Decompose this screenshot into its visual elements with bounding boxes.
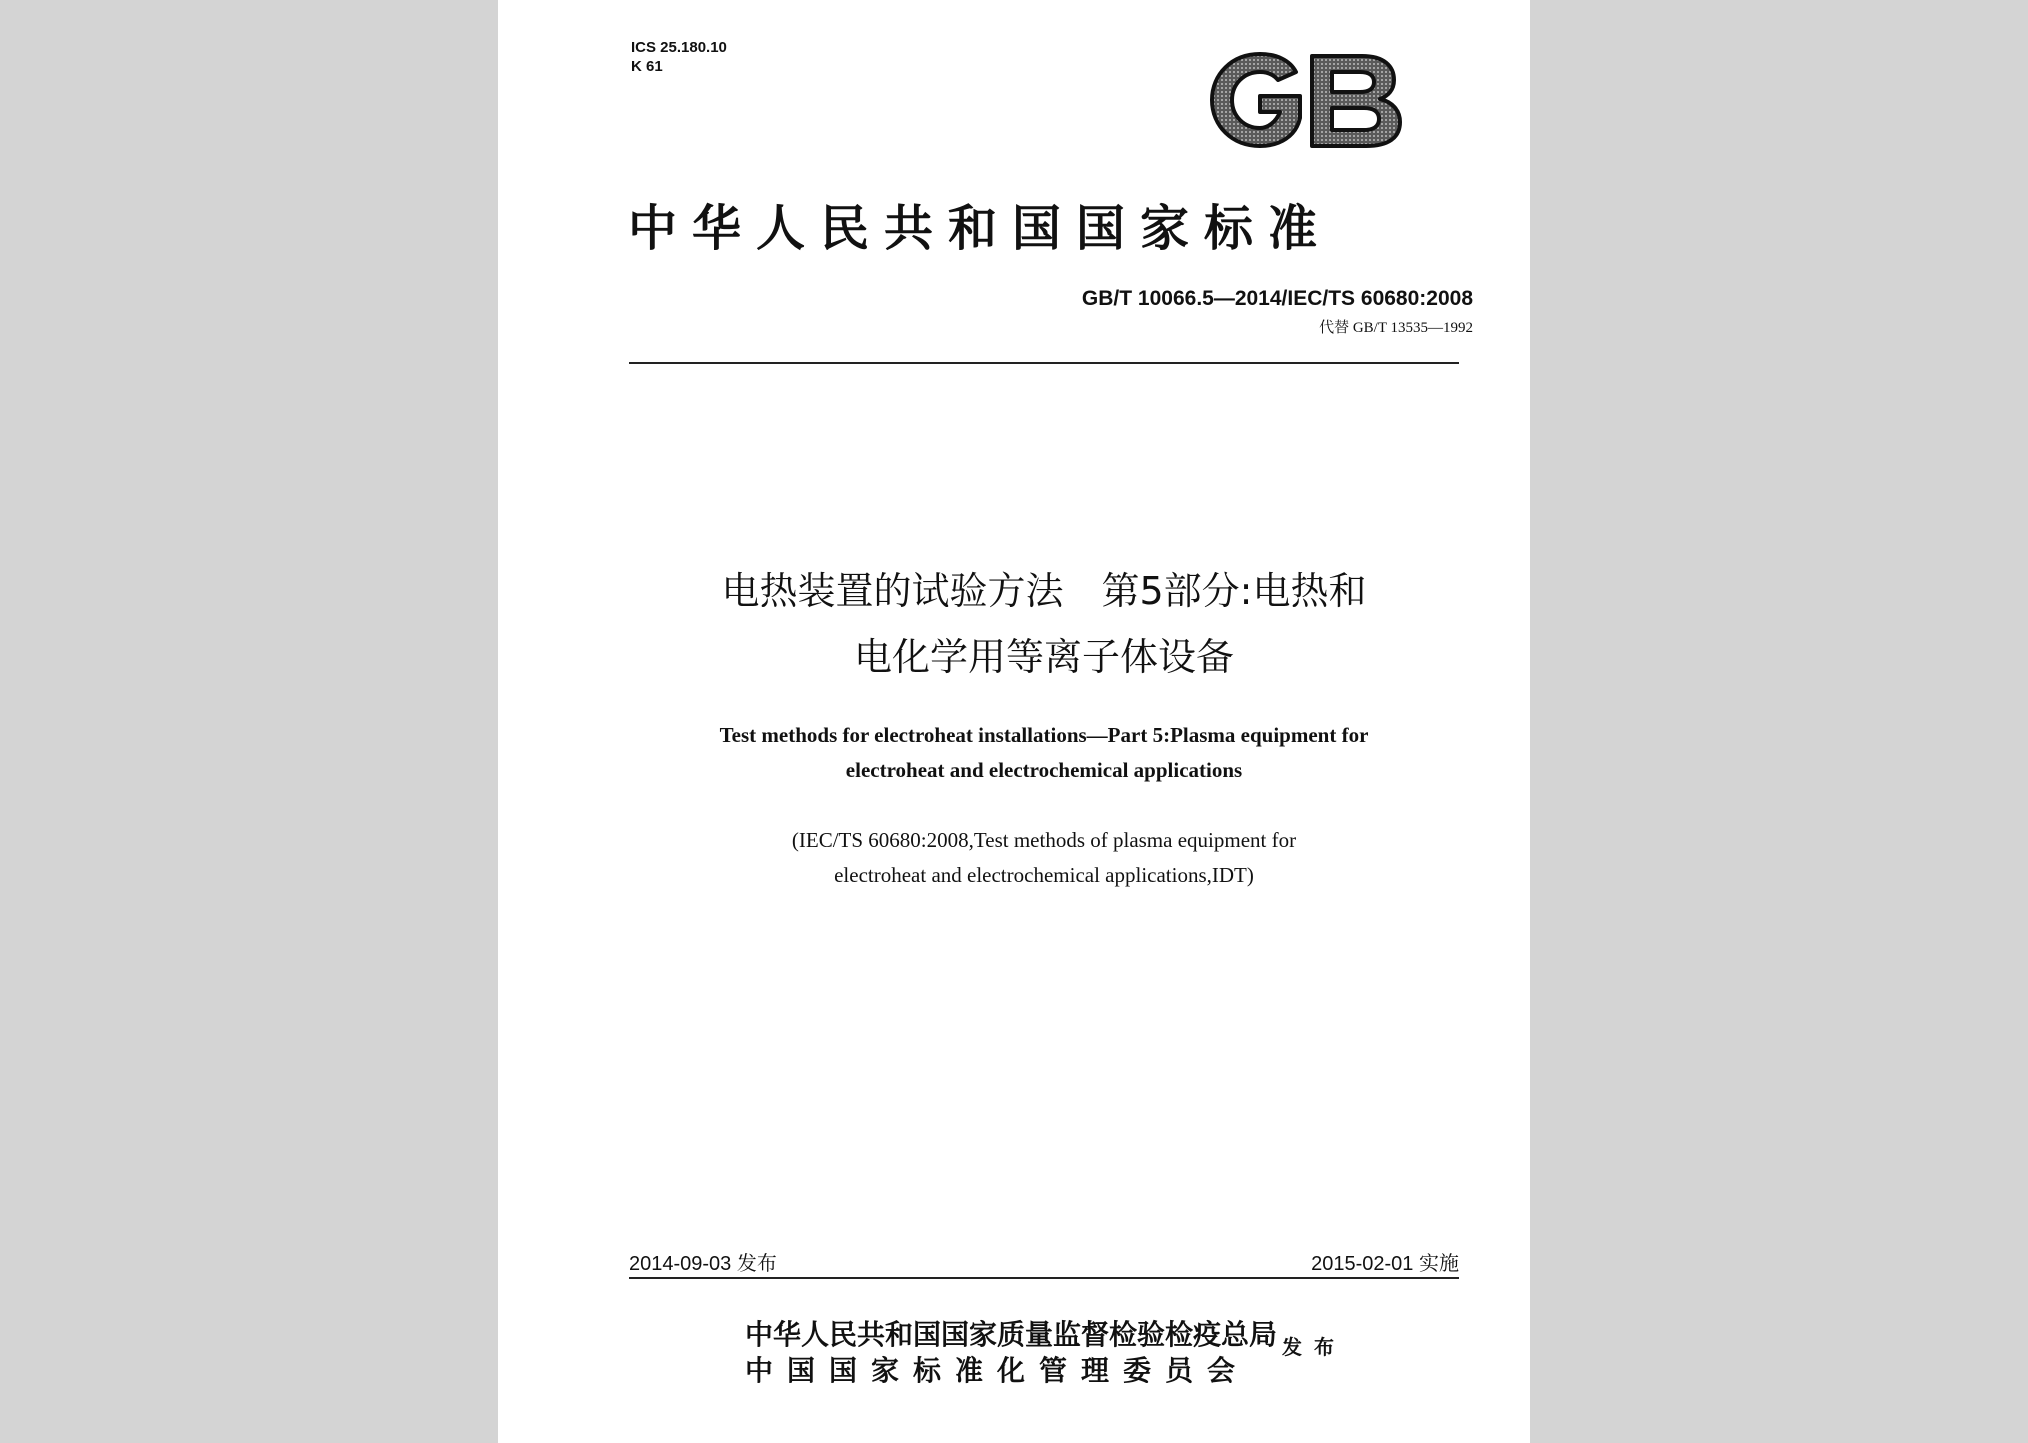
- standard-number-text: GB/T 10066.5—2014/IEC/TS 60680:2008: [1081, 287, 1473, 310]
- bottom-divider: [629, 1277, 1459, 1279]
- standard-cover-page: [498, 0, 1530, 1443]
- iec-equivalence-line-2: electroheat and electrochemical applications,IDT): [834, 863, 1254, 887]
- issue-date: 2014-09-03 发布: [629, 1253, 777, 1275]
- gb-logo: [1204, 50, 1404, 154]
- issuer-sac: 中国国家标准化管理委员会: [745, 1354, 1250, 1387]
- issuer-aqsiq: 中华人民共和国国家质量监督检验检疫总局: [745, 1318, 1278, 1351]
- iec-equivalence-line-1: (IEC/TS 60680:2008,Test methods of plasma equipment for: [791, 828, 1297, 852]
- gb-logo-graphic: [1204, 50, 1404, 150]
- implementation-date: 2015-02-01 实施: [1311, 1253, 1459, 1275]
- english-title-line-1: Test methods for electroheat installations—Part 5:Plasma equipment for: [719, 723, 1369, 747]
- ics-code: ICS 25.180.10: [631, 39, 727, 56]
- country-standard-heading: 中华人民共和国国家标准: [628, 200, 1333, 257]
- replaces-standard: 代替 GB/T 13535—1992: [1319, 320, 1473, 336]
- chinese-title: [618, 558, 1470, 690]
- publish-label: 发布: [1282, 1335, 1346, 1359]
- english-title: [618, 718, 1470, 788]
- top-divider: [629, 362, 1459, 364]
- iec-equivalence: [618, 823, 1470, 893]
- chinese-title-line-1: 电热装置的试验方法 第5部分:电热和: [721, 569, 1367, 613]
- classification-codes: [631, 38, 727, 76]
- standard-number: [1082, 287, 1473, 311]
- chinese-title-line-2: 电化学用等离子体设备: [853, 635, 1234, 679]
- ccs-code: K 61: [631, 58, 663, 75]
- english-title-line-2: electroheat and electrochemical applications: [845, 758, 1243, 782]
